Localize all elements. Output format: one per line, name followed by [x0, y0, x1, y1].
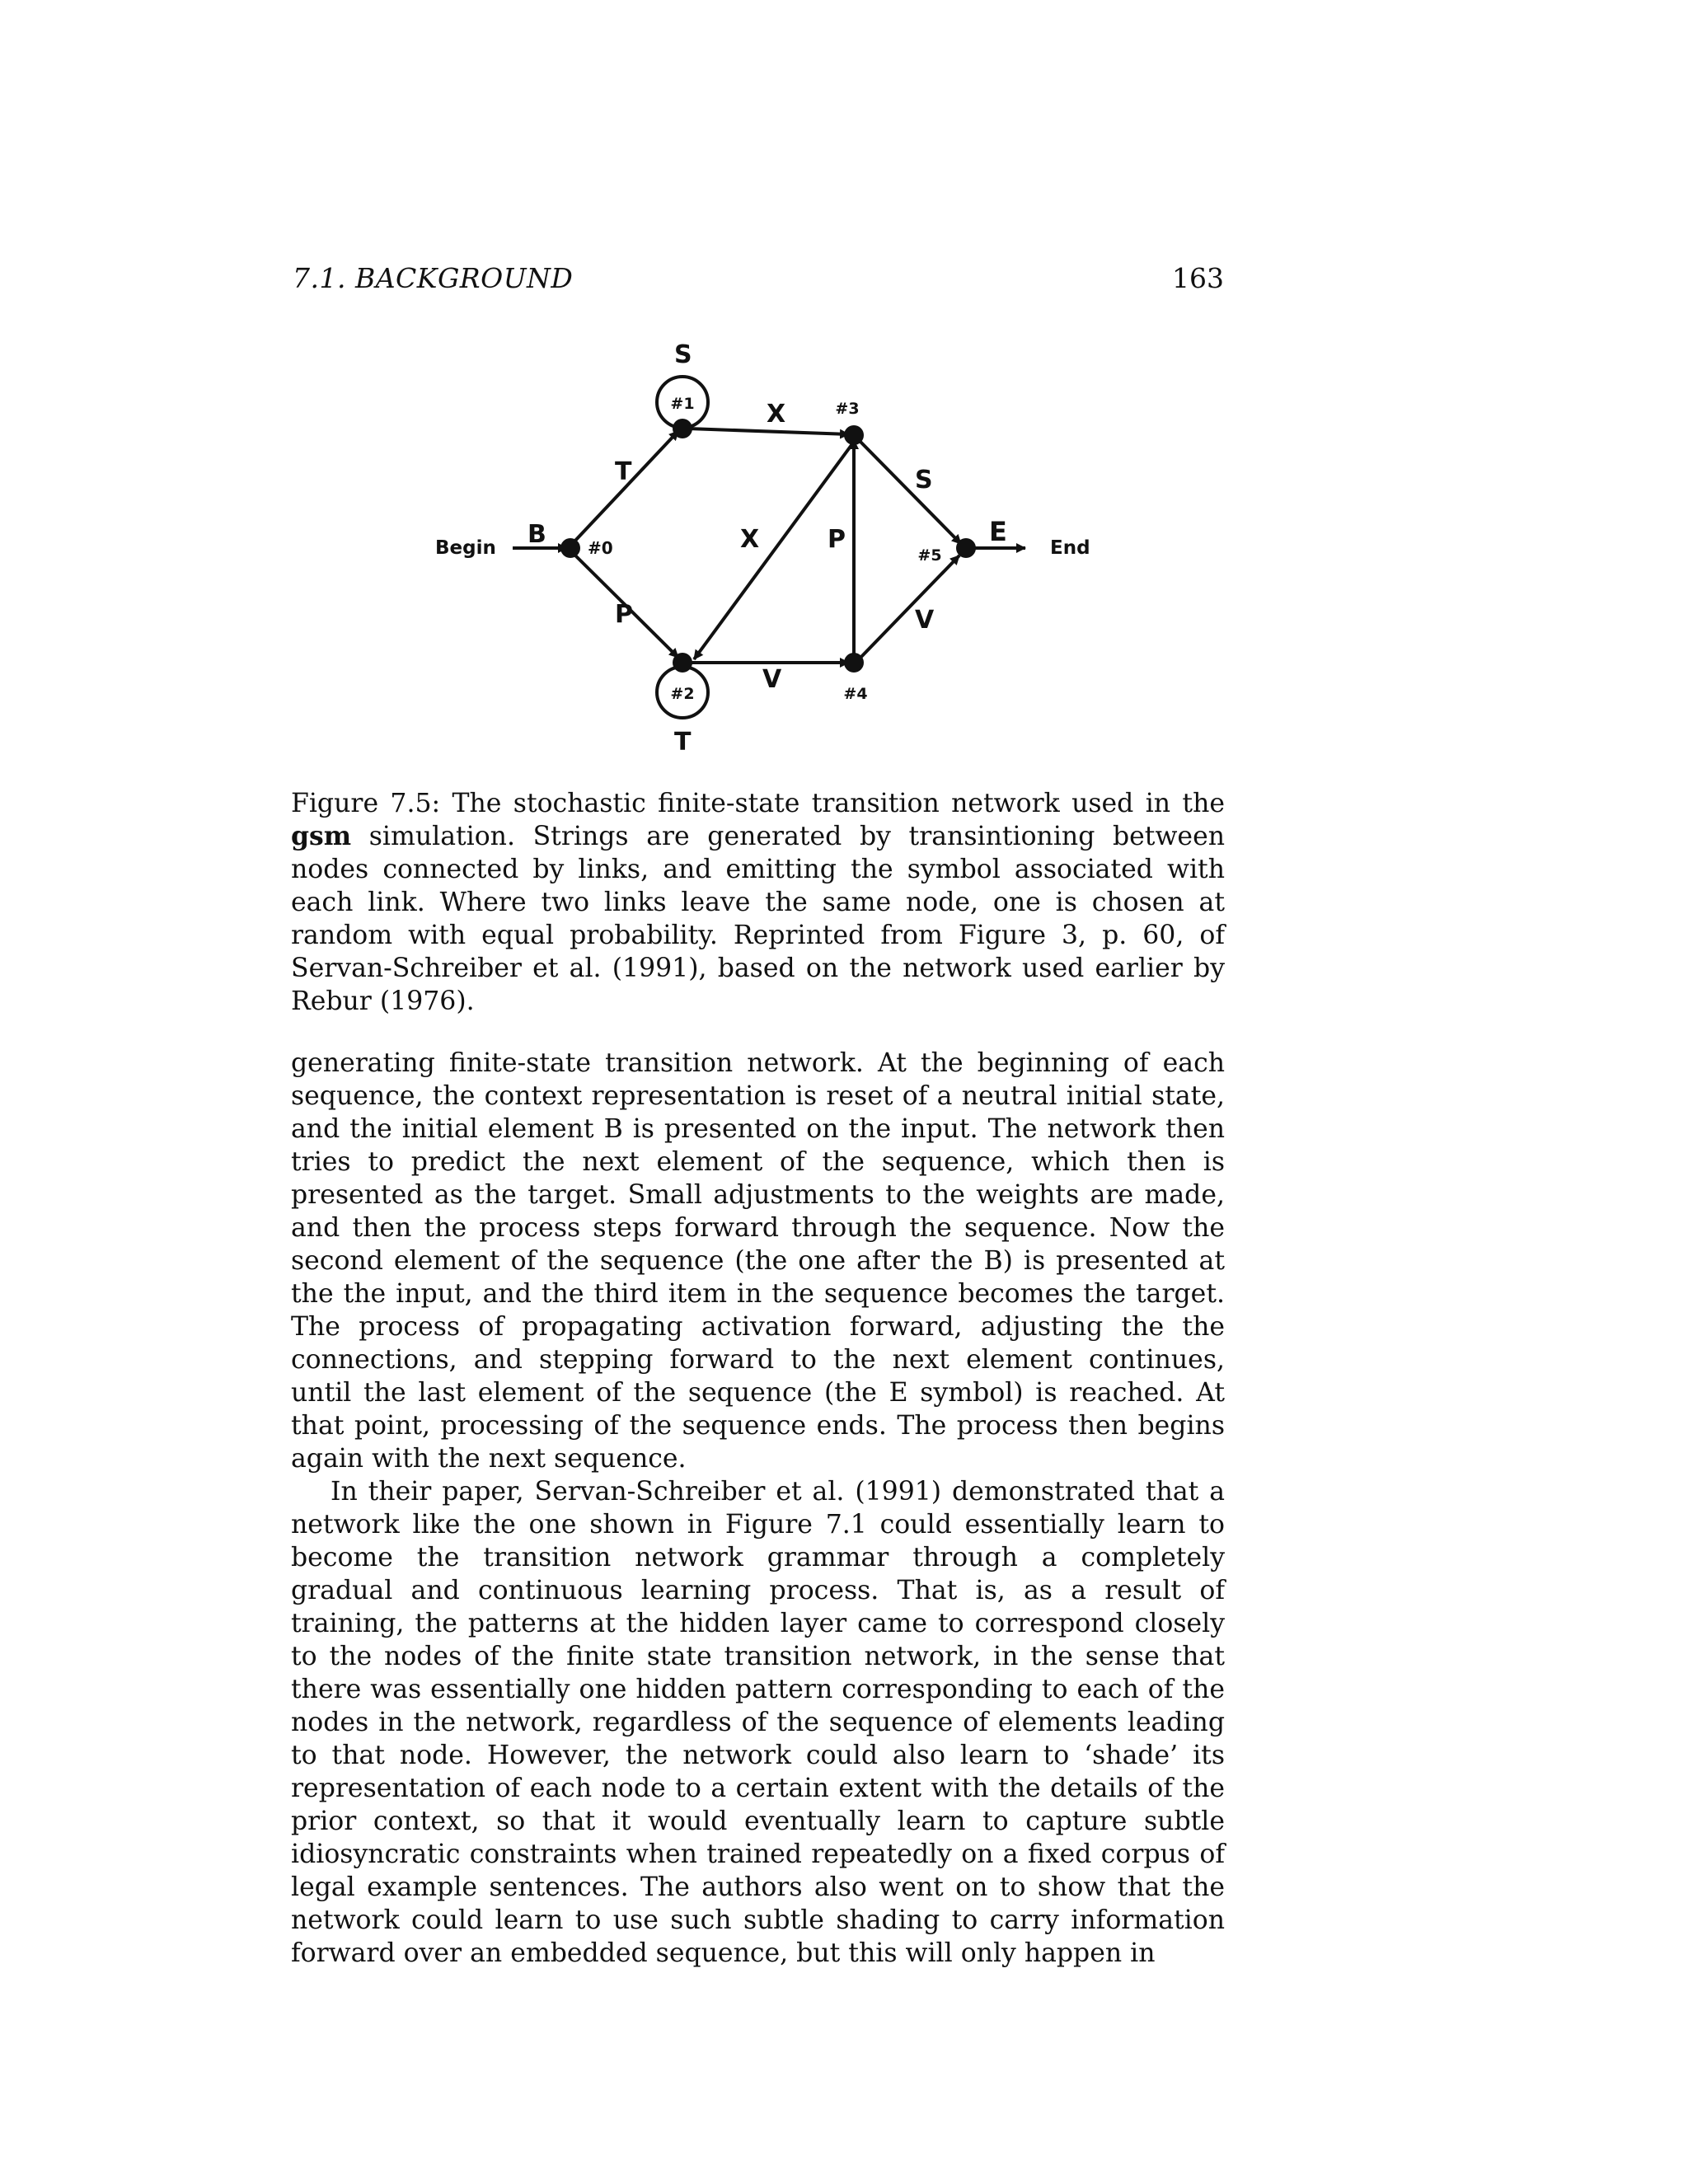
body-text	[291, 1047, 1225, 1970]
edge-label-p-vert: P	[828, 525, 846, 554]
node-2	[673, 653, 692, 673]
caption-text-end: simulation. Strings are generated by transintioning between nodes connected by links, and emitting the symbol associated with each link. Where two links leave the same node, one is chosen at random with equal probability. Reprinted from Figure 3, p. 60, of Servan-Schreiber et al. (1991), based on the network used earlier by Rebur (1976).	[291, 822, 1225, 1016]
edge-3-5	[859, 440, 961, 544]
edge-label-x-top: X	[767, 400, 786, 429]
node-4	[844, 653, 864, 673]
node-label-3: #3	[835, 400, 860, 418]
node-1	[673, 419, 692, 438]
edge-1-3	[688, 429, 849, 434]
caption-text-start: Figure 7.5: The stochastic finite-state transition network used in the	[291, 789, 1225, 818]
edge-label-t-loop: T	[674, 728, 692, 757]
transition-network-diagram	[420, 330, 1113, 766]
node-3	[844, 425, 864, 445]
node-0	[560, 538, 580, 558]
edge-0-1	[574, 431, 678, 542]
node-label-5: #5	[917, 546, 942, 565]
edge-label-t-upper: T	[615, 457, 632, 486]
edge-label-v-bottom: V	[762, 665, 782, 694]
edge-label-e: E	[989, 516, 1007, 547]
node-label-0: #0	[588, 538, 613, 558]
edge-label-x-diag: X	[740, 525, 760, 554]
caption-bold-term: gsm	[291, 821, 352, 851]
end-label: End	[1050, 537, 1090, 559]
page-number: 163	[1172, 262, 1224, 294]
transition-network-figure	[420, 330, 1113, 766]
edge-label-s-right: S	[915, 466, 933, 494]
edge-4-5	[859, 555, 959, 659]
node-label-4: #4	[843, 685, 868, 703]
edge-label-s-loop: S	[674, 340, 692, 369]
running-head	[293, 262, 1224, 295]
paragraph-2: In their paper, Servan-Schreiber et al. (1991) demonstrated that a network like the one shown in Figure 7.1 could essentially learn to become the transition network grammar through a completely gradual and continuous learning process. That is, as a result of training, the patterns at the hidden layer came to correspond closely to the nodes of the finite state transition network, in the sense that there was essentially one hidden pattern corresponding to each of the nodes in the network, regardless of the sequence of elements leading to that node. However, the network could also learn to ‘shade’ its representation of each node to a certain extent with the details of the prior context, so that it would eventually learn to capture subtle idiosyncratic constraints when trained repeatedly on a fixed corpus of legal example sentences. The authors also went on to show that the network could learn to use such subtle shading to carry information forward over an embedded sequence, but this will only happen in	[291, 1477, 1225, 1968]
node-5	[956, 538, 976, 558]
edge-label-v-right: V	[915, 606, 935, 635]
begin-label: Begin	[435, 537, 496, 559]
section-title: 7.1. BACKGROUND	[293, 262, 574, 294]
edge-label-b: B	[528, 520, 546, 549]
edge-label-p-lower: P	[615, 600, 633, 629]
node-label-1: #1	[670, 395, 695, 413]
node-label-2: #2	[670, 685, 695, 703]
paragraph-1: generating finite-state transition network. At the beginning of each sequence, the context representation is reset of a neutral initial state, and the initial element B is presented on the input. The network then tries to predict the next element of the sequence, which then is presented as the target. Small adjustments to the weights are made, and then the process steps forward through the sequence. Now the second element of the sequence (the one after the B) is presented at the the input, and the third item in the sequence becomes the target. The process of propagating activation forward, adjusting the the connections, and stepping forward to the next element continues, until the last element of the sequence (the E symbol) is reached. At that point, processing of the sequence ends. The process then begins again with the next sequence.	[291, 1048, 1225, 1474]
figure-caption	[291, 787, 1225, 1018]
